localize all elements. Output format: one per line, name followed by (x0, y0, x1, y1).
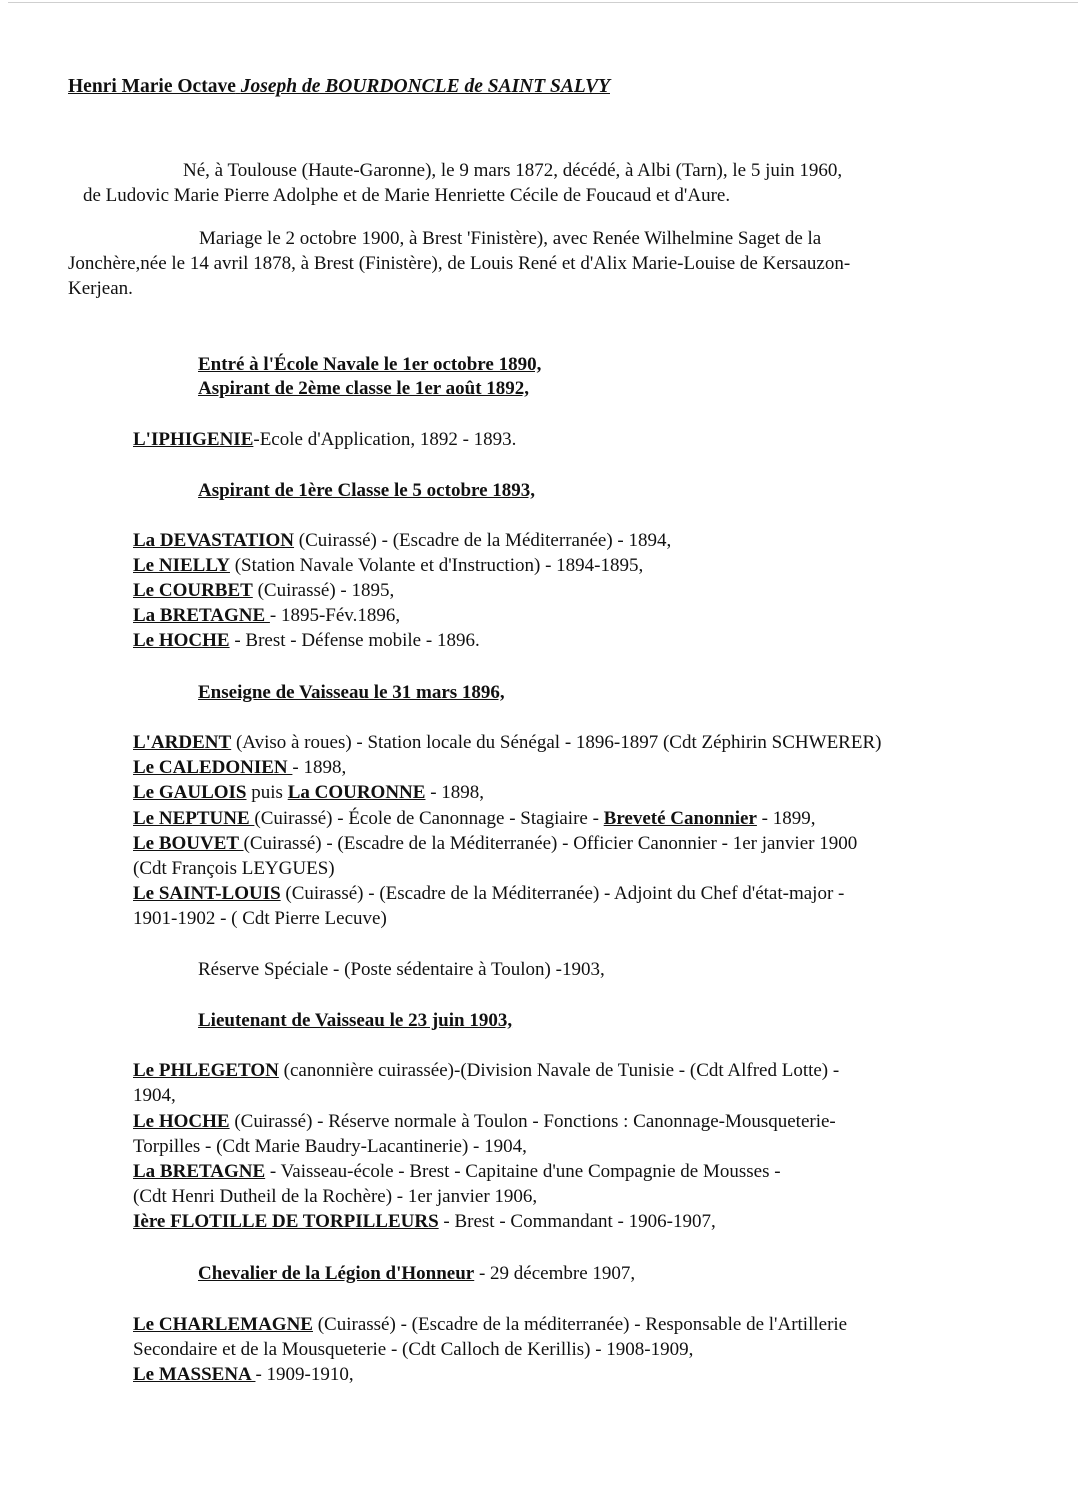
heading-legion-honneur: Chevalier de la Légion d'Honneur (198, 1263, 475, 1284)
ship-name: Le CALEDONIEN (133, 757, 293, 778)
heading-lieutenant: Lieutenant de Vaisseau le 23 juin 1903, (198, 1010, 513, 1031)
ship-name: Le NEPTUNE (133, 808, 255, 829)
entry-phlegeton-line-2: 1904, (133, 1085, 176, 1106)
entry-bouvet (133, 831, 857, 856)
ship-name-2: La COURONNE (287, 782, 426, 803)
entry-text: (Cuirassé) - École de Canonnage - Stagiaire - (254, 808, 604, 829)
ship-name: L'IPHIGENIE (133, 429, 254, 450)
title-italic-name: Joseph de BOURDONCLE de SAINT SALVY (240, 76, 610, 97)
page-top-edge (8, 2, 1078, 3)
birth-line-1: Né, à Toulouse (Haute-Garonne), le 9 mars 1872, décédé, à Albi (Tarn), le 5 juin 1960, (183, 160, 843, 181)
entry-neptune (133, 806, 815, 831)
heading-ecole-navale: Entré à l'École Navale le 1er octobre 1890, (198, 354, 542, 375)
entry-charlemagne (133, 1312, 847, 1337)
entry-text: (Cuirassé) - (Escadre de la méditerranée) - Responsable de l'Artillerie (312, 1314, 848, 1335)
entry-text: (Station Navale Volante et d'Instruction) - 1894-1895, (229, 555, 644, 576)
entry-text: -Ecole d'Application, 1892 - 1893. (253, 429, 517, 450)
entry-ardent (133, 730, 881, 755)
entry-bretagne-1 (133, 603, 400, 628)
entry-text: (canonnière cuirassée)-(Division Navale de Tunisie - (Cdt Alfred Lotte) - (278, 1060, 840, 1081)
entry-phlegeton (133, 1058, 839, 1083)
heading-aspirant-2: Aspirant de 2ème classe le 1er août 1892, (198, 378, 530, 399)
entry-massena (133, 1362, 354, 1387)
heading-enseigne: Enseigne de Vaisseau le 31 mars 1896, (198, 682, 505, 703)
marriage-line-3: Kerjean. (68, 278, 133, 299)
ship-name: La BRETAGNE (133, 605, 270, 626)
entry-flotille (133, 1209, 716, 1234)
entry-charlemagne-line-2: Secondaire et de la Mousqueterie - (Cdt Calloch de Kerillis) - 1908-1909, (133, 1339, 694, 1360)
ship-name: Le BOUVET (133, 833, 244, 854)
entry-hoche-2-line-2: Torpilles - (Cdt Marie Baudry-Lacantinerie) - 1904, (133, 1136, 527, 1157)
entry-text: (Cuirassé) - (Escadre de la Méditerranée) - 1894, (294, 530, 672, 551)
entry-text: - 1909-1910, (255, 1364, 354, 1385)
marriage-line-1: Mariage le 2 octobre 1900, à Brest 'Finistère), avec Renée Wilhelmine Saget de la (199, 228, 822, 249)
birth-line-2: de Ludovic Marie Pierre Adolphe et de Marie Henriette Cécile de Foucaud et d'Aure. (83, 185, 731, 206)
entry-gaulois (133, 780, 484, 805)
entry-caledonien (133, 755, 346, 780)
entry-connector: puis (246, 782, 288, 803)
entry-text: - Brest - Défense mobile - 1896. (229, 630, 480, 651)
ship-name: Ière FLOTILLE DE TORPILLEURS (133, 1211, 439, 1232)
entry-text: (Cuirassé) - Réserve normale à Toulon - Fonctions : Canonnage-Mousqueterie- (229, 1111, 836, 1132)
entry-bretagne-2 (133, 1159, 781, 1184)
ship-name: Le HOCHE (133, 630, 230, 651)
entry-text: - 1898, (292, 757, 347, 778)
legion-date: - 29 décembre 1907, (474, 1263, 636, 1284)
ship-name: Le SAINT-LOUIS (133, 883, 281, 904)
entry-saint-louis (133, 881, 844, 906)
entry-hoche-1 (133, 628, 480, 653)
ship-name: La DEVASTATION (133, 530, 295, 551)
entry-iphigenie (133, 427, 516, 452)
brevet-label: Breveté Canonnier (603, 808, 757, 829)
ship-name: Le GAULOIS (133, 782, 247, 803)
entry-text: (Cuirassé) - (Escadre de la Méditerranée) - Officier Canonnier - 1er janvier 1900 (243, 833, 858, 854)
entry-bretagne-2-line-2: (Cdt Henri Dutheil de la Rochère) - 1er janvier 1906, (133, 1186, 538, 1207)
ship-name: Le COURBET (133, 580, 253, 601)
ship-name: Le MASSENA (133, 1364, 256, 1385)
entry-text: (Cuirassé) - (Escadre de la Méditerranée) - Adjoint du Chef d'état-major - (280, 883, 845, 904)
title-names: Henri Marie Octave (68, 76, 236, 97)
entry-text: (Aviso à roues) - Station locale du Sénégal - 1896-1897 (Cdt Zéphirin SCHWERER) (231, 732, 882, 753)
entry-text: - Vaisseau-école - Brest - Capitaine d'une Compagnie de Mousses - (265, 1161, 781, 1182)
entry-bouvet-line-2: (Cdt François LEYGUES) (133, 858, 335, 879)
entry-text: (Cuirassé) - 1895, (252, 580, 395, 601)
entry-saint-louis-line-2: 1901-1902 - ( Cdt Pierre Lecuve) (133, 908, 387, 929)
entry-courbet (133, 578, 394, 603)
ship-name: Le CHARLEMAGNE (133, 1314, 313, 1335)
ship-name: La BRETAGNE (133, 1161, 266, 1182)
ship-name: Le NIELLY (133, 555, 230, 576)
heading-aspirant-1: Aspirant de 1ère Classe le 5 octobre 1893, (198, 480, 536, 501)
entry-text: - 1895-Fév.1896, (269, 605, 401, 626)
entry-devastation (133, 528, 671, 553)
entry-text: - Brest - Commandant - 1906-1907, (438, 1211, 716, 1232)
entry-text-2: - 1899, (756, 808, 816, 829)
entry-text: - 1898, (425, 782, 485, 803)
ship-name: L'ARDENT (133, 732, 232, 753)
ship-name: Le HOCHE (133, 1111, 230, 1132)
entry-legion-honneur (198, 1261, 635, 1286)
document-title (68, 74, 610, 99)
entry-reserve: Réserve Spéciale - (Poste sédentaire à Toulon) -1903, (198, 959, 605, 980)
entry-hoche-2 (133, 1109, 836, 1134)
entry-nielly (133, 553, 643, 578)
ship-name: Le PHLEGETON (133, 1060, 279, 1081)
marriage-line-2: Jonchère,née le 14 avril 1878, à Brest (Finistère), de Louis René et d'Alix Marie-Louise de Kersauzon- (68, 253, 851, 274)
